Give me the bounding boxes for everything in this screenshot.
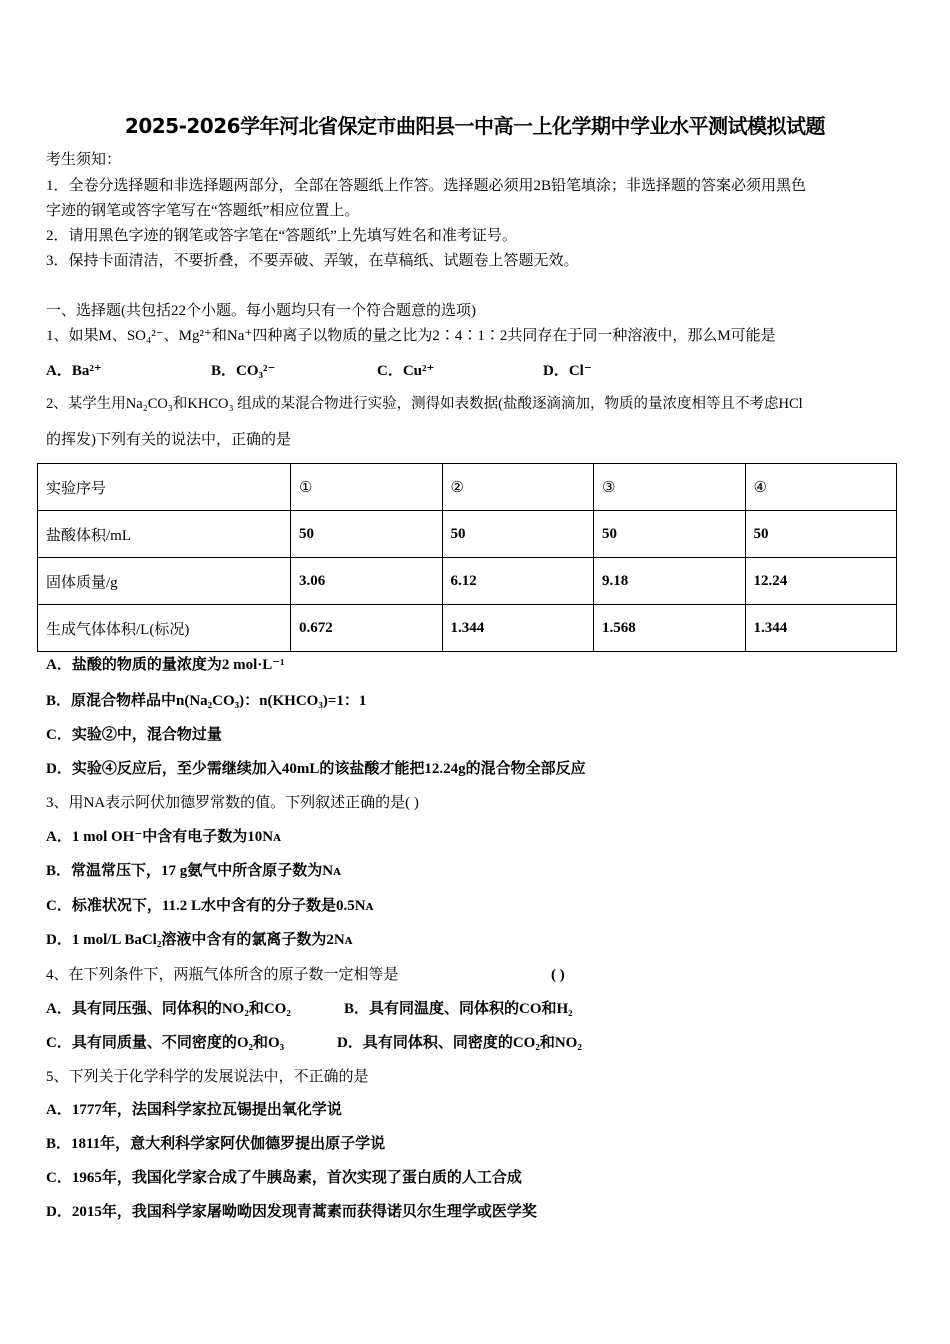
- table-cell: 50: [594, 511, 746, 558]
- table-cell: 3.06: [291, 558, 443, 605]
- table-row: [38, 511, 897, 558]
- q3-option-c: C．标准状况下，11.2 L水中含有的分子数是0.5Nᴀ: [46, 898, 374, 914]
- table-cell: 12.24: [745, 558, 897, 605]
- q2-option-d: D．实验④反应后，至少需继续加入40mL的该盐酸才能把12.24g的混合物全部反应: [46, 761, 586, 777]
- notice-line: 3．保持卡面清洁，不要折叠，不要弄破、弄皱，在草稿纸、试题卷上答题无效。: [46, 253, 579, 269]
- table-cell: ④: [745, 464, 897, 511]
- page-title: 2025-2026学年河北省保定市曲阳县一中高一上化学期中学业水平测试模拟试题: [124, 114, 826, 138]
- table-cell: 9.18: [594, 558, 746, 605]
- notice-heading: 考生须知：: [46, 152, 122, 168]
- table-cell: ②: [442, 464, 594, 511]
- q4-option-a: A．具有同压强、同体积的NO₂和CO₂: [46, 1001, 291, 1017]
- q3-option-a: A．1 mol OH⁻中含有电子数为10Nᴀ: [46, 829, 281, 845]
- table-cell: 生成气体体积/L(标况): [38, 605, 291, 652]
- question-2-stem: 2、某学生用Na₂CO₃和KHCO₃ 组成的某混合物进行实验，测得如表数据(盐酸逐滴滴加，物质的量浓度相等且不考虑HCl: [46, 396, 803, 412]
- notice-line: 字迹的钢笔或答字笔写在“答题纸”相应位置上。: [46, 203, 360, 219]
- table-row: [38, 605, 897, 652]
- table-cell: 固体质量/g: [38, 558, 291, 605]
- table-cell: 1.344: [745, 605, 897, 652]
- data-table: [37, 463, 897, 652]
- table-cell: 实验序号: [38, 464, 291, 511]
- question-3-stem: 3、用NA表示阿伏加德罗常数的值。下列叙述正确的是( ): [46, 795, 419, 811]
- table-row: [38, 464, 897, 511]
- question-1-stem: 1、如果M、SO₄²⁻、Mg²⁺和Na⁺四种离子以物质的量之比为2∶4∶1∶2共同存在于同一种溶液中，那么M可能是: [46, 328, 776, 344]
- q1-option-c: C．Cu²⁺: [377, 363, 435, 379]
- table-cell: 6.12: [442, 558, 594, 605]
- question-2-stem-cont: 的挥发)下列有关的说法中，正确的是: [46, 432, 291, 448]
- q2-option-c: C．实验②中，混合物过量: [46, 727, 222, 743]
- q2-option-b: B．原混合物样品中n(Na₂CO₃)：n(KHCO₃)=1：1: [46, 693, 367, 709]
- table-cell: 50: [745, 511, 897, 558]
- q1-option-b: B．CO₃²⁻: [211, 363, 276, 379]
- question-4-stem: 4、在下列条件下，两瓶气体所含的原子数一定相等是: [46, 967, 399, 983]
- table-cell: 0.672: [291, 605, 443, 652]
- q4-option-d: D．具有同体积、同密度的CO₂和NO₂: [337, 1035, 582, 1051]
- table-cell: 1.344: [442, 605, 594, 652]
- answer-bracket: ( ): [551, 967, 565, 983]
- notice-line: 1．全卷分选择题和非选择题两部分，全部在答题纸上作答。选择题必须用2B铅笔填涂；非选择题的答案必须用黑色: [46, 178, 807, 194]
- table-cell: ③: [594, 464, 746, 511]
- q2-option-a: A．盐酸的物质的量浓度为2 mol·L⁻¹: [46, 657, 285, 673]
- q3-option-d: D．1 mol/L BaCl₂溶液中含有的氯离子数为2Nᴀ: [46, 932, 353, 948]
- q5-option-b: B．1811年，意大利科学家阿伏伽德罗提出原子学说: [46, 1136, 386, 1152]
- table-cell: 50: [442, 511, 594, 558]
- table-row: [38, 558, 897, 605]
- notice-line: 2．请用黑色字迹的钢笔或答字笔在“答题纸”上先填写姓名和准考证号。: [46, 228, 517, 244]
- section-heading: 一、选择题(共包括22个小题。每小题均只有一个符合题意的选项): [46, 303, 476, 319]
- q1-option-a: A．Ba²⁺: [46, 363, 102, 379]
- q5-option-a: A．1777年，法国科学家拉瓦锡提出氧化学说: [46, 1102, 342, 1118]
- q4-option-c: C．具有同质量、不同密度的O₂和O₃: [46, 1035, 285, 1051]
- table-cell: 50: [291, 511, 443, 558]
- q3-option-b: B．常温常压下，17 g氨气中所含原子数为Nᴀ: [46, 863, 341, 879]
- q4-option-b: B．具有同温度、同体积的CO和H₂: [344, 1001, 573, 1017]
- q1-option-d: D．Cl⁻: [543, 363, 592, 379]
- table-cell: ①: [291, 464, 443, 511]
- q5-option-d: D．2015年，我国科学家屠呦呦因发现青蒿素而获得诺贝尔生理学或医学奖: [46, 1204, 537, 1220]
- table-cell: 1.568: [594, 605, 746, 652]
- question-5-stem: 5、下列关于化学科学的发展说法中，不正确的是: [46, 1069, 369, 1085]
- q5-option-c: C．1965年，我国化学家合成了牛胰岛素，首次实现了蛋白质的人工合成: [46, 1170, 522, 1186]
- table-cell: 盐酸体积/mL: [38, 511, 291, 558]
